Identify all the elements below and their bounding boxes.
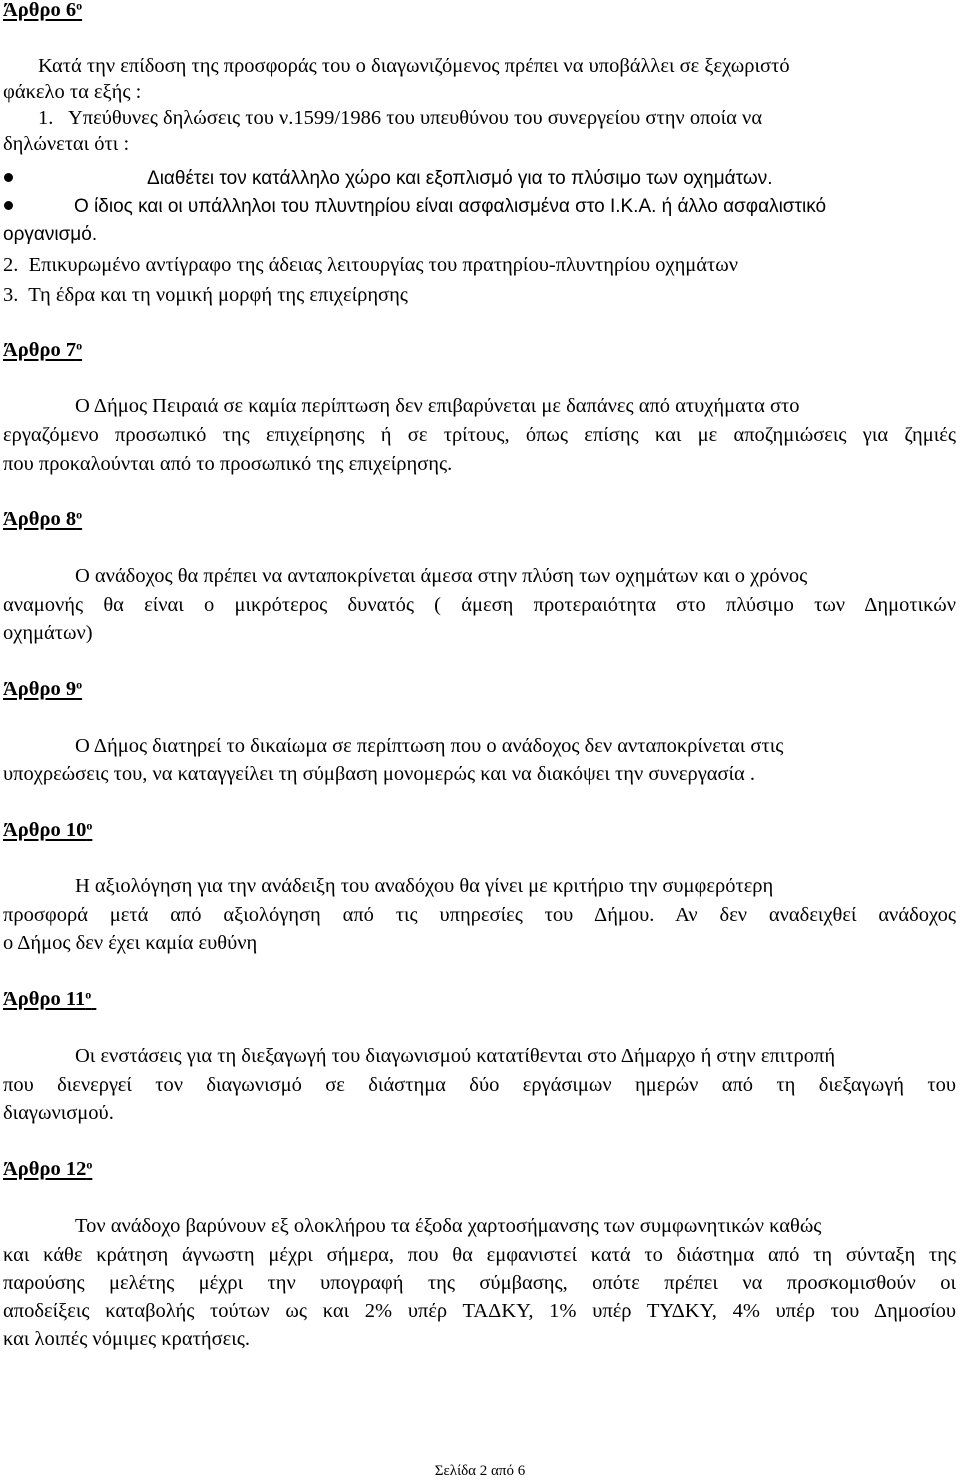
article-12-text: και κάθε κράτηση άγνωστη μέχρι σήμερα, που θα εμφανιστεί κατά το διάστημα από τη σύνταξη της — [3, 1244, 956, 1266]
article-6-text: Κατά την επίδοση της προσφοράς του ο διαγωνιζόμενος πρέπει να υποβάλλει σε ξεχωριστό — [38, 55, 790, 77]
article-6-bullet-item: Διαθέτει τον κατάλληλο χώρο και εξοπλισμό για το πλύσιμο των οχημάτων. — [147, 168, 773, 189]
article-12-heading: Άρθρο $12^o$ — [3, 1157, 93, 1180]
article-12-text: Τον ανάδοχο βαρύνουν εξ ολοκλήρου τα έξοδα χαρτοσήμανσης των συμφωνητικών καθώς — [75, 1215, 822, 1237]
article-9-heading: Άρθρο $9^o$ — [3, 677, 83, 700]
article-6-bullet-item-cont: οργανισμό. — [3, 224, 98, 245]
article-11-text: που διενεργεί τον διαγωνισμό σε διάστημα δύο εργάσιμων ημερών από τη διεξαγωγή του — [3, 1074, 956, 1096]
article-10-heading: Άρθρο $10^o$ — [3, 818, 93, 841]
article-6-list-item: 3. Τη έδρα και τη νομική μορφή της επιχείρησης — [3, 284, 408, 306]
article-8-text: αναμονής θα είναι ο μικρότερος δυνατός ( άμεση προτεραιότητα στο πλύσιμο των Δημοτικών — [3, 594, 956, 616]
article-10-text: προσφορά μετά από αξιολόγηση από τις υπηρεσίες του Δήμου. Αν δεν αναδειχθεί ανάδοχος — [3, 904, 956, 926]
page-number-footer: Σελίδα 2 από 6 — [434, 1463, 526, 1479]
article-12-text: αποδείξεις καταβολής τούτων ως και 2% υπέρ ΤΑΔΚΥ, 1% υπέρ ΤΥΔΚΥ, 4% υπέρ του Δημοσίου — [3, 1300, 956, 1322]
article-6-bullet-item: Ο ίδιος και οι υπάλληλοι του πλυντηρίου είναι ασφαλισμένα στο Ι.Κ.Α. ή άλλο ασφαλιστικό — [74, 196, 827, 217]
article-12-text: και λοιπές νόμιμες κρατήσεις. — [3, 1328, 250, 1350]
article-6-heading: Άρθρο $6^o$ — [3, 0, 83, 21]
article-7-text: που προκαλούνται από το προσωπικό της επιχείρησης. — [3, 453, 453, 475]
article-9-text: υποχρεώσεις του, να καταγγείλει τη σύμβαση μονομερώς και να διακόψει την συνεργασία . — [3, 763, 756, 785]
article-11-text: διαγωνισμού. — [3, 1102, 114, 1124]
article-8-heading: Άρθρο $8^o$ — [3, 507, 83, 530]
article-8-text: οχημάτων) — [3, 622, 93, 644]
article-6-text: δηλώνεται ότι : — [3, 133, 130, 155]
article-11-heading: Άρθρο $11^o$ — [3, 987, 92, 1010]
article-7-text: Ο Δήμος Πειραιά σε καμία περίπτωση δεν επιβαρύνεται με δαπάνες από ατυχήματα στο — [75, 395, 800, 417]
article-10-text: Η αξιολόγηση για την ανάδειξη του αναδόχου θα γίνει με κριτήριο την συμφερότερη — [75, 875, 774, 897]
bullet-icon — [4, 201, 13, 210]
article-11-text: Οι ενστάσεις για τη διεξαγωγή του διαγωνισμού κατατίθενται στο Δήμαρχο ή στην επιτροπή — [75, 1045, 836, 1067]
article-7-heading: Άρθρο $7^o$ — [3, 338, 83, 361]
article-8-text: Ο ανάδοχος θα πρέπει να ανταποκρίνεται άμεσα στην πλύση των οχημάτων και ο χρόνος — [75, 565, 808, 587]
article-6-text: φάκελο τα εξής : — [3, 81, 142, 103]
article-6-list-item: 2. Επικυρωμένο αντίγραφο της άδειας λειτουργίας του πρατηρίου-πλυντηρίου οχημάτων — [3, 254, 739, 276]
bullet-icon — [4, 173, 13, 182]
article-6-list-item: 1. Υπεύθυνες δηλώσεις του ν.1599/1986 του υπευθύνου του συνεργείου στην οποία να — [38, 107, 763, 129]
article-10-text: ο Δήμος δεν έχει καμία ευθύνη — [3, 932, 258, 954]
article-7-text: εργαζόμενο προσωπικό της επιχείρησης ή σε τρίτους, όπως επίσης και με αποζημιώσεις για ζημιές — [3, 424, 956, 446]
article-9-text: Ο Δήμος διατηρεί το δικαίωμα σε περίπτωση που ο ανάδοχος δεν ανταποκρίνεται στις — [75, 735, 784, 757]
article-12-text: παρούσης μελέτης μέχρι την υπογραφή της σύμβασης, οπότε πρέπει να προσκομισθούν οι — [3, 1272, 956, 1294]
